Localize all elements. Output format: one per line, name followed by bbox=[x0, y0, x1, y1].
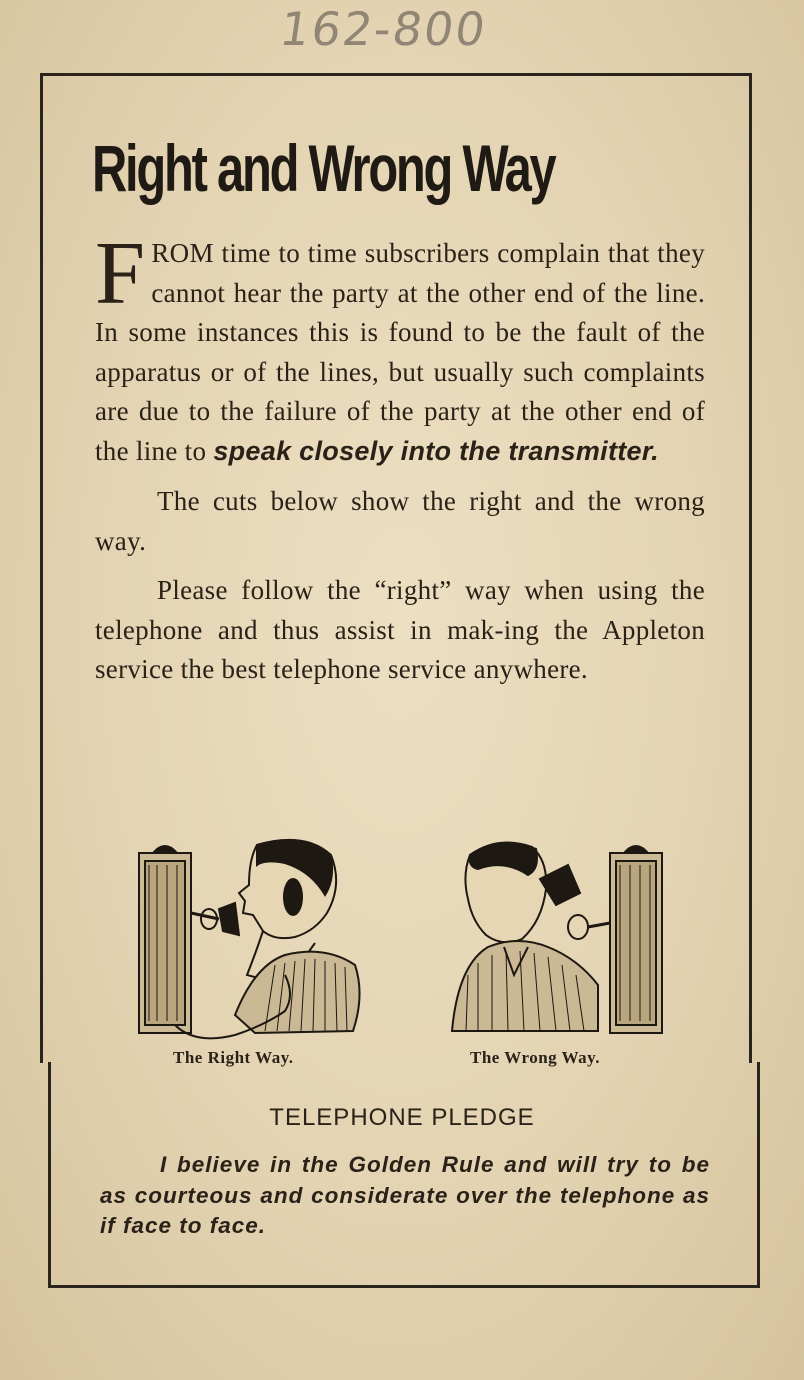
right-way-caption: The Right Way. bbox=[173, 1048, 294, 1067]
paragraph-cuts: The cuts below show the right and the wrong way. bbox=[95, 486, 705, 556]
intro-text: ROM time to time subscribers complain that they cannot hear the party at the other end of the line. In some instances this is found to be the fault of the apparatus or of the lines, but usually such complaints are due to the failure of the party at the other end of the line to bbox=[95, 238, 705, 466]
drop-cap: F bbox=[95, 224, 146, 323]
intro-emphasis: speak closely into the transmitter. bbox=[213, 435, 659, 466]
right-way-illustration bbox=[135, 835, 367, 1045]
intro-paragraph bbox=[95, 224, 705, 471]
page-title: Right and Wrong Way bbox=[92, 131, 555, 205]
pledge-text: I believe in the Golden Rule and will try to be as courteous and considerate over the telephone as if face to face. bbox=[100, 1152, 710, 1238]
handwritten-annotation: 162-800 bbox=[276, 2, 491, 56]
body-text bbox=[95, 224, 705, 690]
pledge-heading: TELEPHONE PLEDGE bbox=[269, 1104, 535, 1131]
wrong-way-illustration bbox=[448, 835, 673, 1045]
paragraph-please-follow: Please follow the “right” way when using the telephone and thus assist in mak-ing the Appleton service the best telephone service anywhere. bbox=[95, 575, 705, 684]
wrong-way-caption: The Wrong Way. bbox=[470, 1048, 600, 1067]
